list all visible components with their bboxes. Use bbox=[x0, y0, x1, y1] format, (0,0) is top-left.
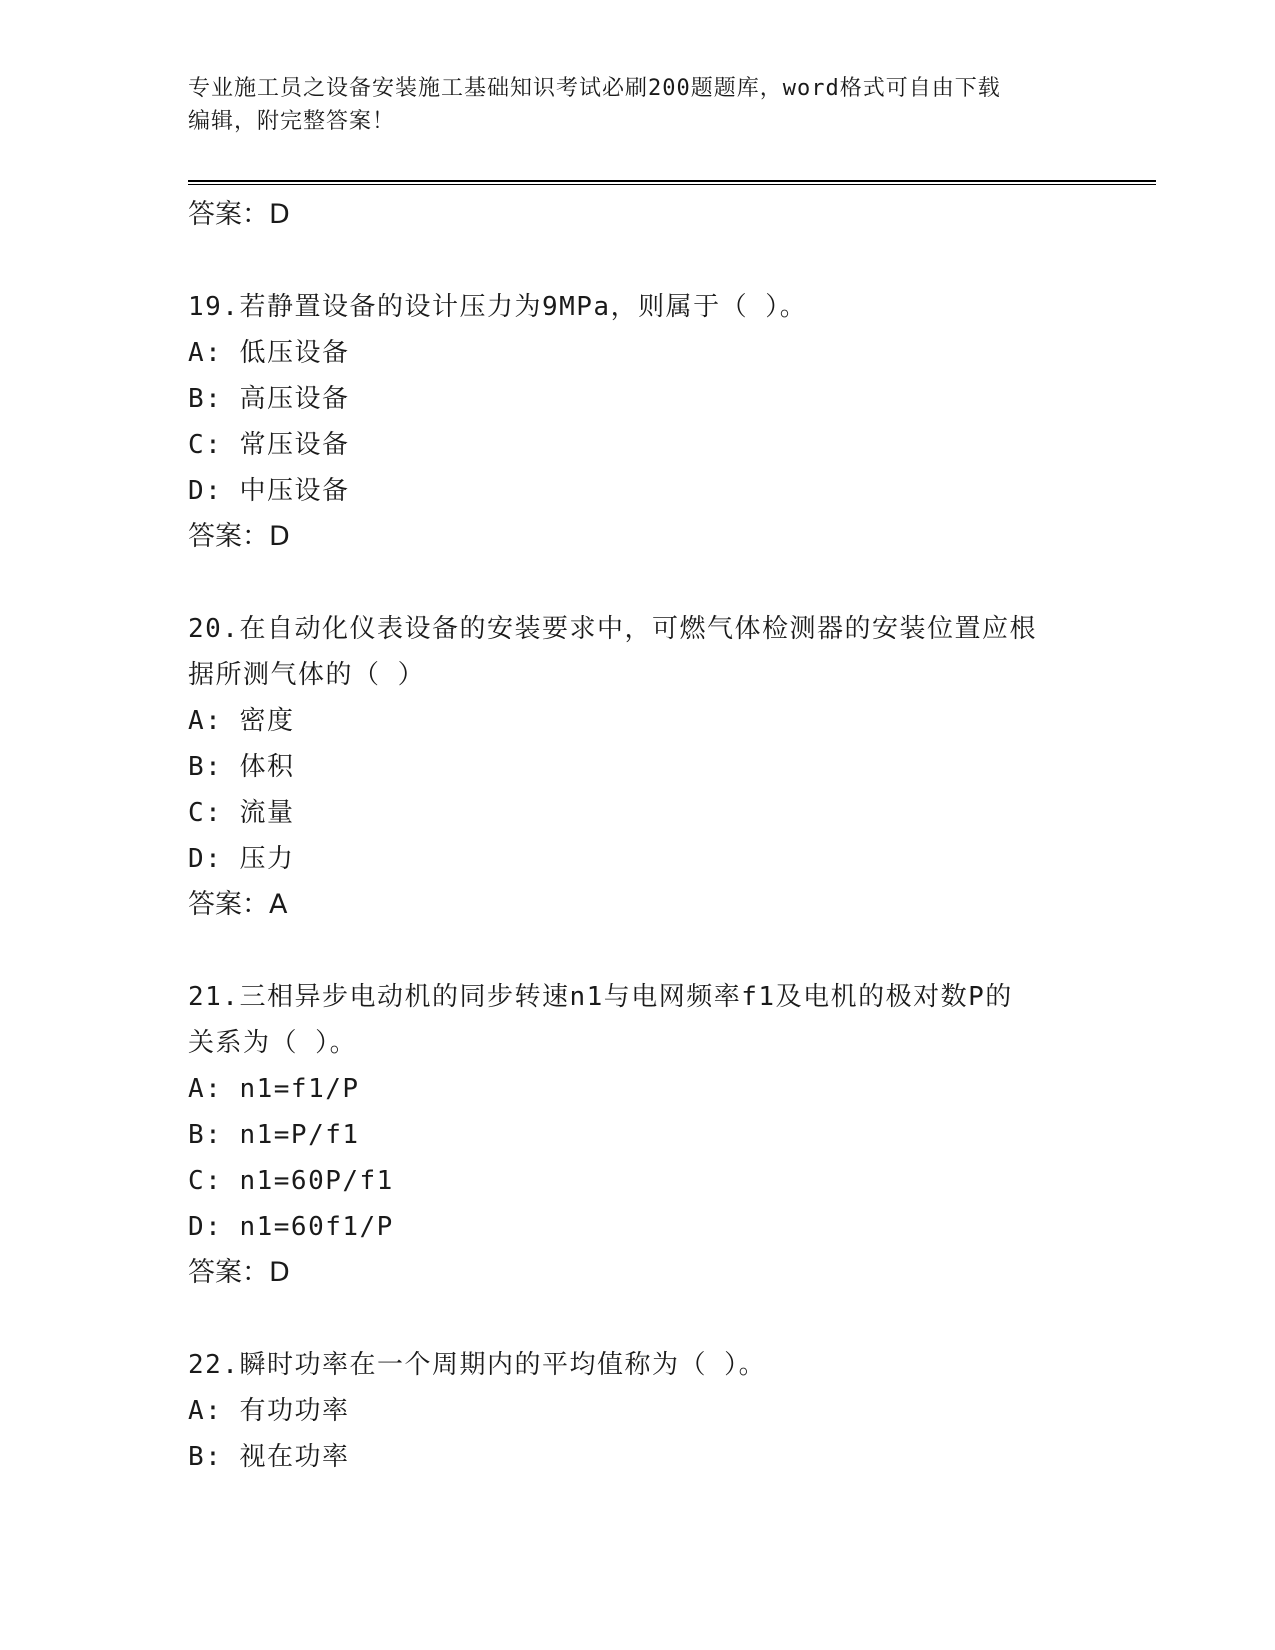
option-a: A: 密度 bbox=[188, 706, 295, 736]
option-c: C: 常压设备 bbox=[188, 430, 350, 460]
question-19 bbox=[188, 284, 1088, 560]
question-stem-cont: 关系为（ ）。 bbox=[188, 1028, 358, 1058]
question-stem-cont: 据所测气体的（ ） bbox=[188, 660, 426, 690]
option-a: A: 有功功率 bbox=[188, 1396, 350, 1426]
question-21 bbox=[188, 974, 1088, 1296]
answer-line: 答案：A bbox=[188, 889, 288, 920]
option-b: B: 视在功率 bbox=[188, 1442, 350, 1472]
question-list bbox=[188, 192, 1088, 1480]
answer-line: 答案：D bbox=[188, 521, 290, 552]
header-line-2: 编辑，附完整答案！ bbox=[188, 109, 396, 134]
option-a: A: n1=f1/P bbox=[188, 1074, 360, 1104]
answer-line: 答案：D bbox=[188, 1257, 290, 1288]
option-a: A: 低压设备 bbox=[188, 338, 350, 368]
question-stem: 19.若静置设备的设计压力为9MPa，则属于（ ）。 bbox=[188, 292, 808, 322]
document-header bbox=[188, 72, 1088, 138]
question-stem: 22.瞬时功率在一个周期内的平均值称为（ ）。 bbox=[188, 1350, 767, 1380]
option-d: D: n1=60f1/P bbox=[188, 1212, 394, 1242]
header-line-1: 专业施工员之设备安装施工基础知识考试必刷200题题库，word格式可自由下载 bbox=[188, 76, 1001, 101]
option-d: D: 中压设备 bbox=[188, 476, 350, 506]
option-c: C: 流量 bbox=[188, 798, 295, 828]
question-stem: 21.三相异步电动机的同步转速n1与电网频率f1及电机的极对数P的 bbox=[188, 982, 1013, 1012]
question-22 bbox=[188, 1342, 1088, 1480]
question-20 bbox=[188, 606, 1088, 928]
option-b: B: n1=P/f1 bbox=[188, 1120, 360, 1150]
option-b: B: 体积 bbox=[188, 752, 295, 782]
answer-line: 答案：D bbox=[188, 199, 290, 230]
header-divider-thin bbox=[188, 184, 1156, 185]
option-d: D: 压力 bbox=[188, 844, 295, 874]
option-b: B: 高压设备 bbox=[188, 384, 350, 414]
option-c: C: n1=60P/f1 bbox=[188, 1166, 394, 1196]
question-stem: 20.在自动化仪表设备的安装要求中，可燃气体检测器的安装位置应根 bbox=[188, 614, 1037, 644]
header-divider bbox=[188, 180, 1156, 182]
